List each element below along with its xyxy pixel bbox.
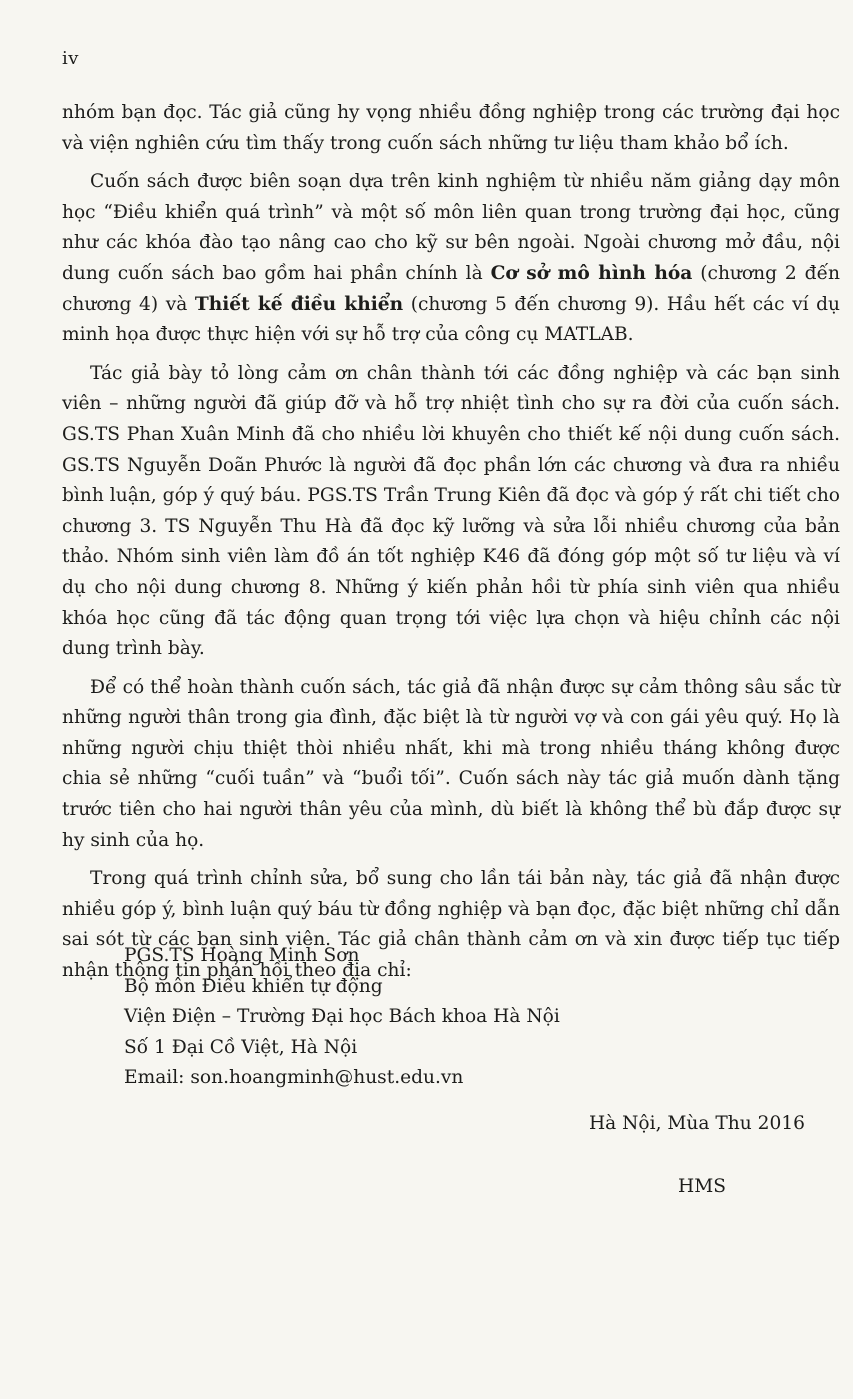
page-number: iv <box>62 48 79 69</box>
paragraph-acknowledgements: Tác giả bày tỏ lòng cảm ơn chân thành tới các đồng nghiệp và các bạn sinh viên – những người đã giúp đỡ và hỗ trợ nhiệt tình cho sự ra đời của cuốn sách. GS.TS Phan Xuân Minh đã cho nhiều lời khuyên cho thiết kế nội dung cuốn sách. GS.TS Nguyễn Doãn Phước là người đã đọc phần lớn các chương và đưa ra nhiều bình luận, góp ý quý báu. PGS.TS Trần Trung Kiên đã đọc và góp ý rất chi tiết cho chương 3. TS Nguyễn Thu Hà đã đọc kỹ lưỡng và sửa lỗi nhiều chương của bản thảo. Nhóm sinh viên làm đồ án tốt nghiệp K46 đã đóng góp một số tư liệu và ví dụ cho nội dung chương 8. Những ý kiến phản hồi từ phía sinh viên qua nhiều khóa học cũng đã tác động quan trọng tới việc lựa chọn và hiệu chỉnh các nội dung trình bày. <box>62 362 840 660</box>
contact-address <box>124 941 560 1094</box>
paragraph-continuation: nhóm bạn đọc. Tác giả cũng hy vọng nhiều đồng nghiệp trong các trường đại học và viện nghiên cứu tìm thấy trong cuốn sách những tư liệu tham khảo bổ ích. <box>62 102 840 154</box>
paragraph-text: (chương 2 đến chương 4) và <box>62 262 840 315</box>
address-institute: Viện Điện – Trường Đại học Bách khoa Hà Nội <box>124 1006 560 1028</box>
paragraph-feedback: Trong quá trình chỉnh sửa, bổ sung cho lần tái bản này, tác giả đã nhận được nhiều góp ý, bình luận quý báu từ đồng nghiệp và bạn đọc, đặc biệt những chỉ dẫn sai sót từ các bạn sinh viên. Tác giả chân thành cảm ơn và xin được tiếp tục tiếp nhận thông tin phản hồi theo địa chỉ: <box>62 868 840 982</box>
bold-term-modeling: Cơ sở mô hình hóa <box>490 262 693 284</box>
address-email: Email: son.hoangminh@hust.edu.vn <box>124 1067 464 1089</box>
paragraph-family-thanks: Để có thể hoàn thành cuốn sách, tác giả đã nhận được sự cảm thông sâu sắc từ những người thân trong gia đình, đặc biệt là từ người vợ và con gái yêu quý. Họ là những người chịu thiệt thòi nhiều nhất, khi mà trong nhiều tháng không được chia sẻ những “cuối tuần” và “buổi tối”. Cuốn sách này tác giả muốn dành tặng trước tiên cho hai người thân yêu của mình, dù biết là không thể bù đắp được sự hy sinh của họ. <box>62 676 840 851</box>
address-name: PGS.TS Hoàng Minh Sơn <box>124 945 360 966</box>
paragraph-text: Cuốn sách được biên soạn dựa trên kinh nghiệm từ nhiều năm giảng dạy môn học “Điều khiển quá trình” và một số môn liên quan trong trường đại học, cũng như các khóa đào tạo nâng cao cho kỹ sư bên ngoài. Ngoài chương mở đầu, nội dung cuốn sách bao gồm hai phần chính là <box>62 171 840 284</box>
preface-body <box>62 98 840 995</box>
signature-place-date: Hà Nội, Mùa Thu 2016 <box>588 1113 805 1134</box>
address-street: Số 1 Đại Cồ Việt, Hà Nội <box>124 1036 358 1058</box>
paragraph-text: (chương 5 đến chương 9). Hầu hết các ví dụ minh họa được thực hiện với sự hỗ trợ của công cụ MATLAB. <box>62 293 840 346</box>
signature-initials: HMS <box>678 1176 726 1197</box>
bold-term-control-design: Thiết kế điều khiển <box>194 293 404 315</box>
paragraph-book-origin <box>62 167 840 351</box>
address-department: Bộ môn Điều khiển tự động <box>124 975 383 997</box>
